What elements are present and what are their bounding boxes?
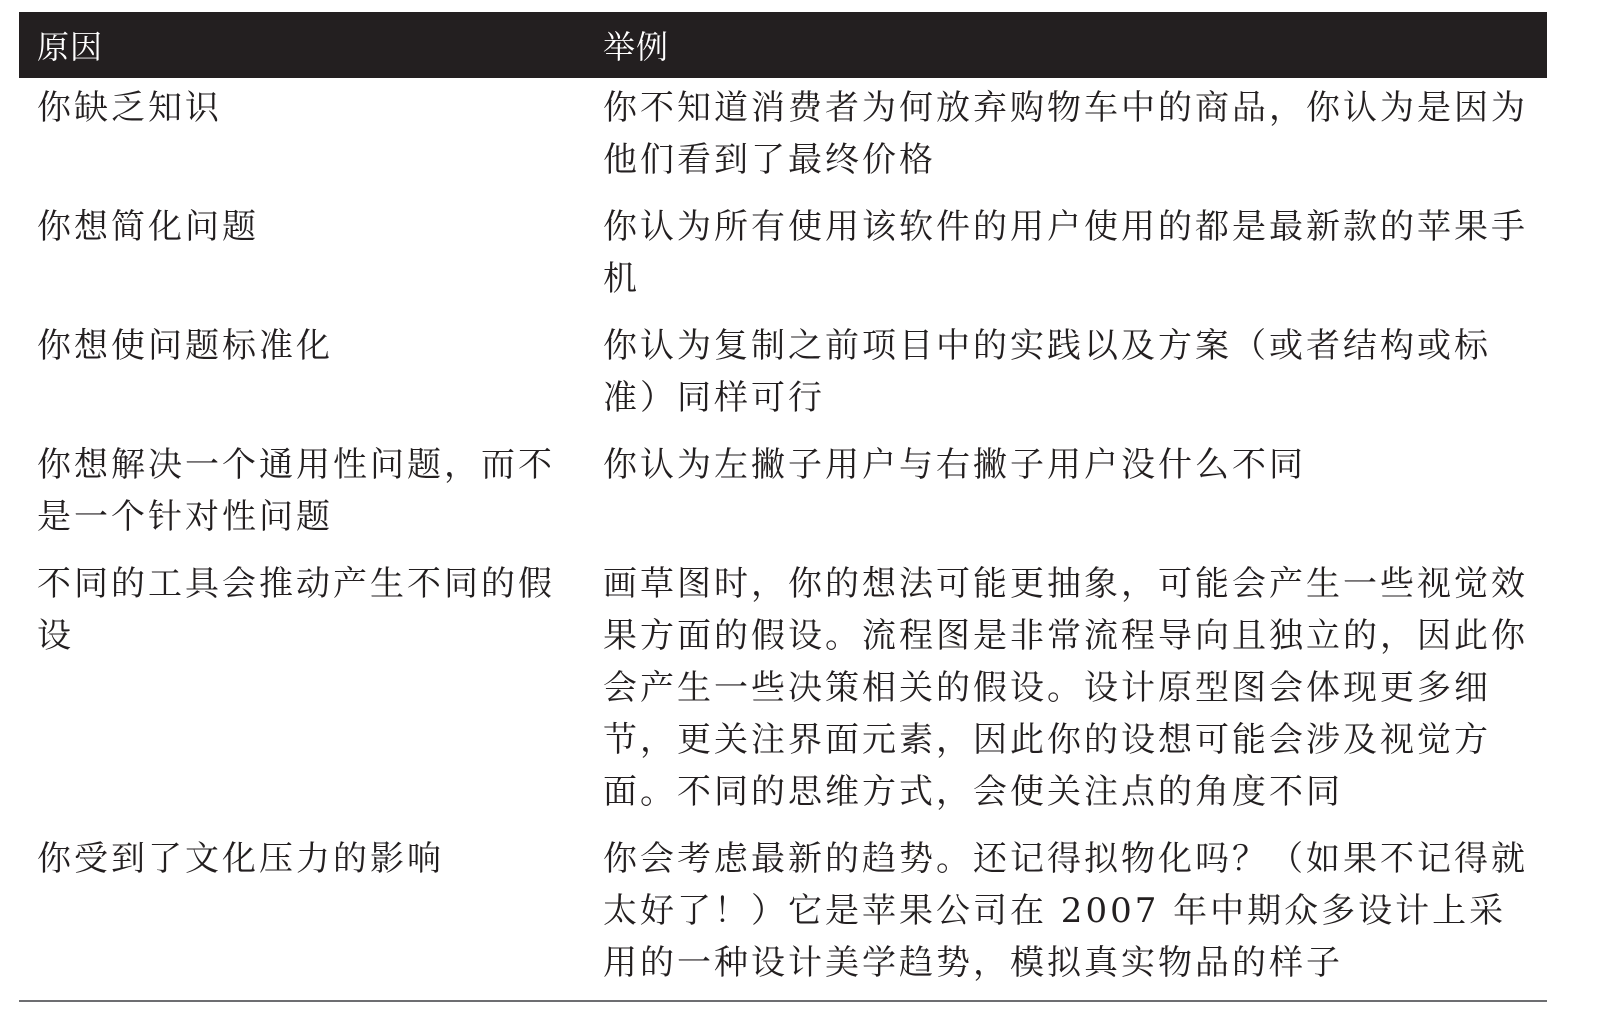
cause-cell: 你想简化问题 xyxy=(37,207,259,247)
header-row xyxy=(19,12,1547,78)
table-row xyxy=(19,78,1547,197)
example-cell: 你认为复制之前项目中的实践以及方案（或者结构或标准）同样可行 xyxy=(603,326,1491,418)
table-row xyxy=(19,316,1547,435)
cause-cell: 你缺乏知识 xyxy=(37,88,222,128)
example-cell: 你认为所有使用该软件的用户使用的都是最新款的苹果手机 xyxy=(603,207,1528,299)
example-cell: 你不知道消费者为何放弃购物车中的商品，你认为是因为他们看到了最终价格 xyxy=(603,88,1528,180)
cause-cell: 你想解决一个通用性问题，而不是一个针对性问题 xyxy=(37,445,555,537)
table-row xyxy=(19,829,1547,1001)
cause-cell: 不同的工具会推动产生不同的假设 xyxy=(37,564,555,656)
table-header xyxy=(19,12,1547,78)
header-cause: 原因 xyxy=(19,12,585,78)
cause-cell: 你想使问题标准化 xyxy=(37,326,333,366)
table-body xyxy=(19,78,1547,1001)
table-row xyxy=(19,197,1547,316)
header-example: 举例 xyxy=(585,12,1547,78)
example-cell: 你认为左撇子用户与右撇子用户没什么不同 xyxy=(603,445,1306,485)
example-cell: 你会考虑最新的趋势。还记得拟物化吗？（如果不记得就太好了！）它是苹果公司在 2007 年中期众多设计上采用的一种设计美学趋势，模拟真实物品的样子 xyxy=(585,829,1547,1001)
table-row xyxy=(19,435,1547,554)
assumptions-table xyxy=(19,12,1547,1002)
cause-cell: 你受到了文化压力的影响 xyxy=(19,829,585,1001)
table-row xyxy=(19,554,1547,829)
example-cell: 画草图时，你的想法可能更抽象，可能会产生一些视觉效果方面的假设。流程图是非常流程导向且独立的，因此你会产生一些决策相关的假设。设计原型图会体现更多细节，更关注界面元素，因此你的设想可能会涉及视觉方面。不同的思维方式，会使关注点的角度不同 xyxy=(603,564,1528,812)
